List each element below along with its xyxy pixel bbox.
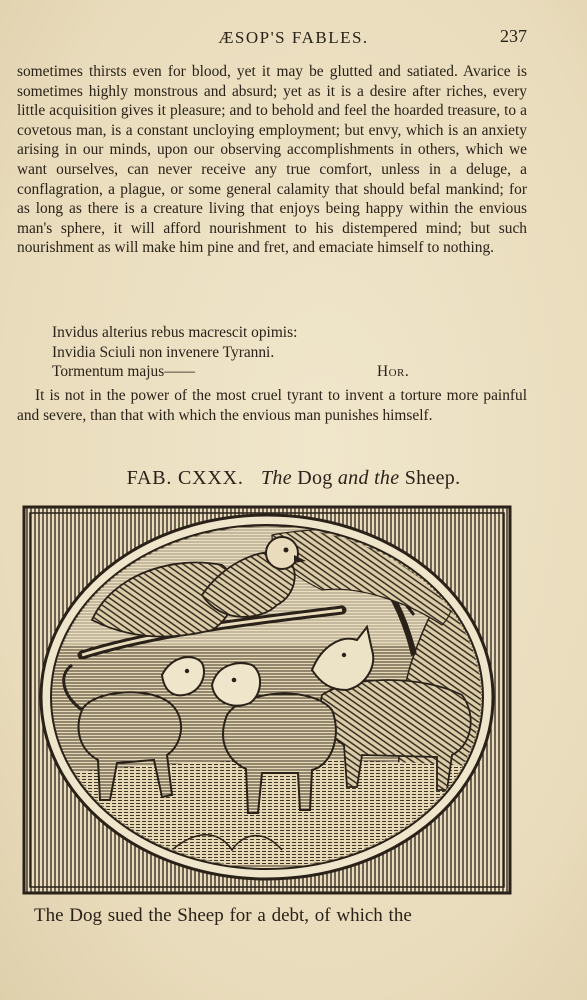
- title-word-the-2: the: [374, 467, 400, 489]
- page-number: 237: [500, 26, 527, 46]
- verse-line-3-container: [52, 362, 412, 382]
- title-word-and: and: [337, 467, 369, 489]
- running-title: ÆSOP'S FABLES.: [218, 28, 369, 47]
- latin-verse: [52, 323, 412, 382]
- title-word-the: The: [260, 467, 292, 489]
- page-header: [0, 26, 587, 50]
- verse-author: Hor.: [377, 363, 410, 381]
- verse-line-2: Invidia Sciuli non invenere Tyranni.: [52, 343, 275, 361]
- title-word-dog: Dog: [297, 467, 333, 489]
- verse-line-1: Invidus alterius rebus macrescit opimis:: [52, 324, 298, 341]
- fable-heading: [0, 467, 587, 490]
- fable-number: FAB. CXXX.: [126, 467, 244, 489]
- paragraph-text: sometimes thirsts even for blood, yet it may be glutted and satiated. Avarice is sometimes highly monstrous and absurd; yet as it is a desire after riches, every little acquisition gives it pleasure; and to behold and feel the hoarded treasure, to a covetous man, is a constant uncloying employment; but envy, which is an anxiety arising in our minds, upon our observing accomplishments in others, which we want ourselves, can never receive any true comfort, unless in a deluge, a conflagration, a plague, or some general calamity that should befal mankind; for as long as there is a creature living that enjoys being happy within the envious man's sphere, it will afford nourishment to his distempered mind; but such nourishment as will make him pine and fret, and emaciate himself to nothing.: [17, 63, 527, 257]
- vulture-head: [266, 537, 298, 569]
- body-paragraph: [17, 62, 527, 258]
- verse-line-3: Tormentum majus——: [52, 363, 195, 381]
- title-word-sheep: Sheep.: [404, 467, 461, 489]
- woodcut-illustration: [22, 505, 512, 895]
- conclusion-paragraph: It is not in the power of the most cruel tyrant to invent a torture more painful and severe, than that with which the envious man punishes himself.: [17, 387, 527, 424]
- closing-line: The Dog sued the Sheep for a debt, of which the: [34, 905, 412, 926]
